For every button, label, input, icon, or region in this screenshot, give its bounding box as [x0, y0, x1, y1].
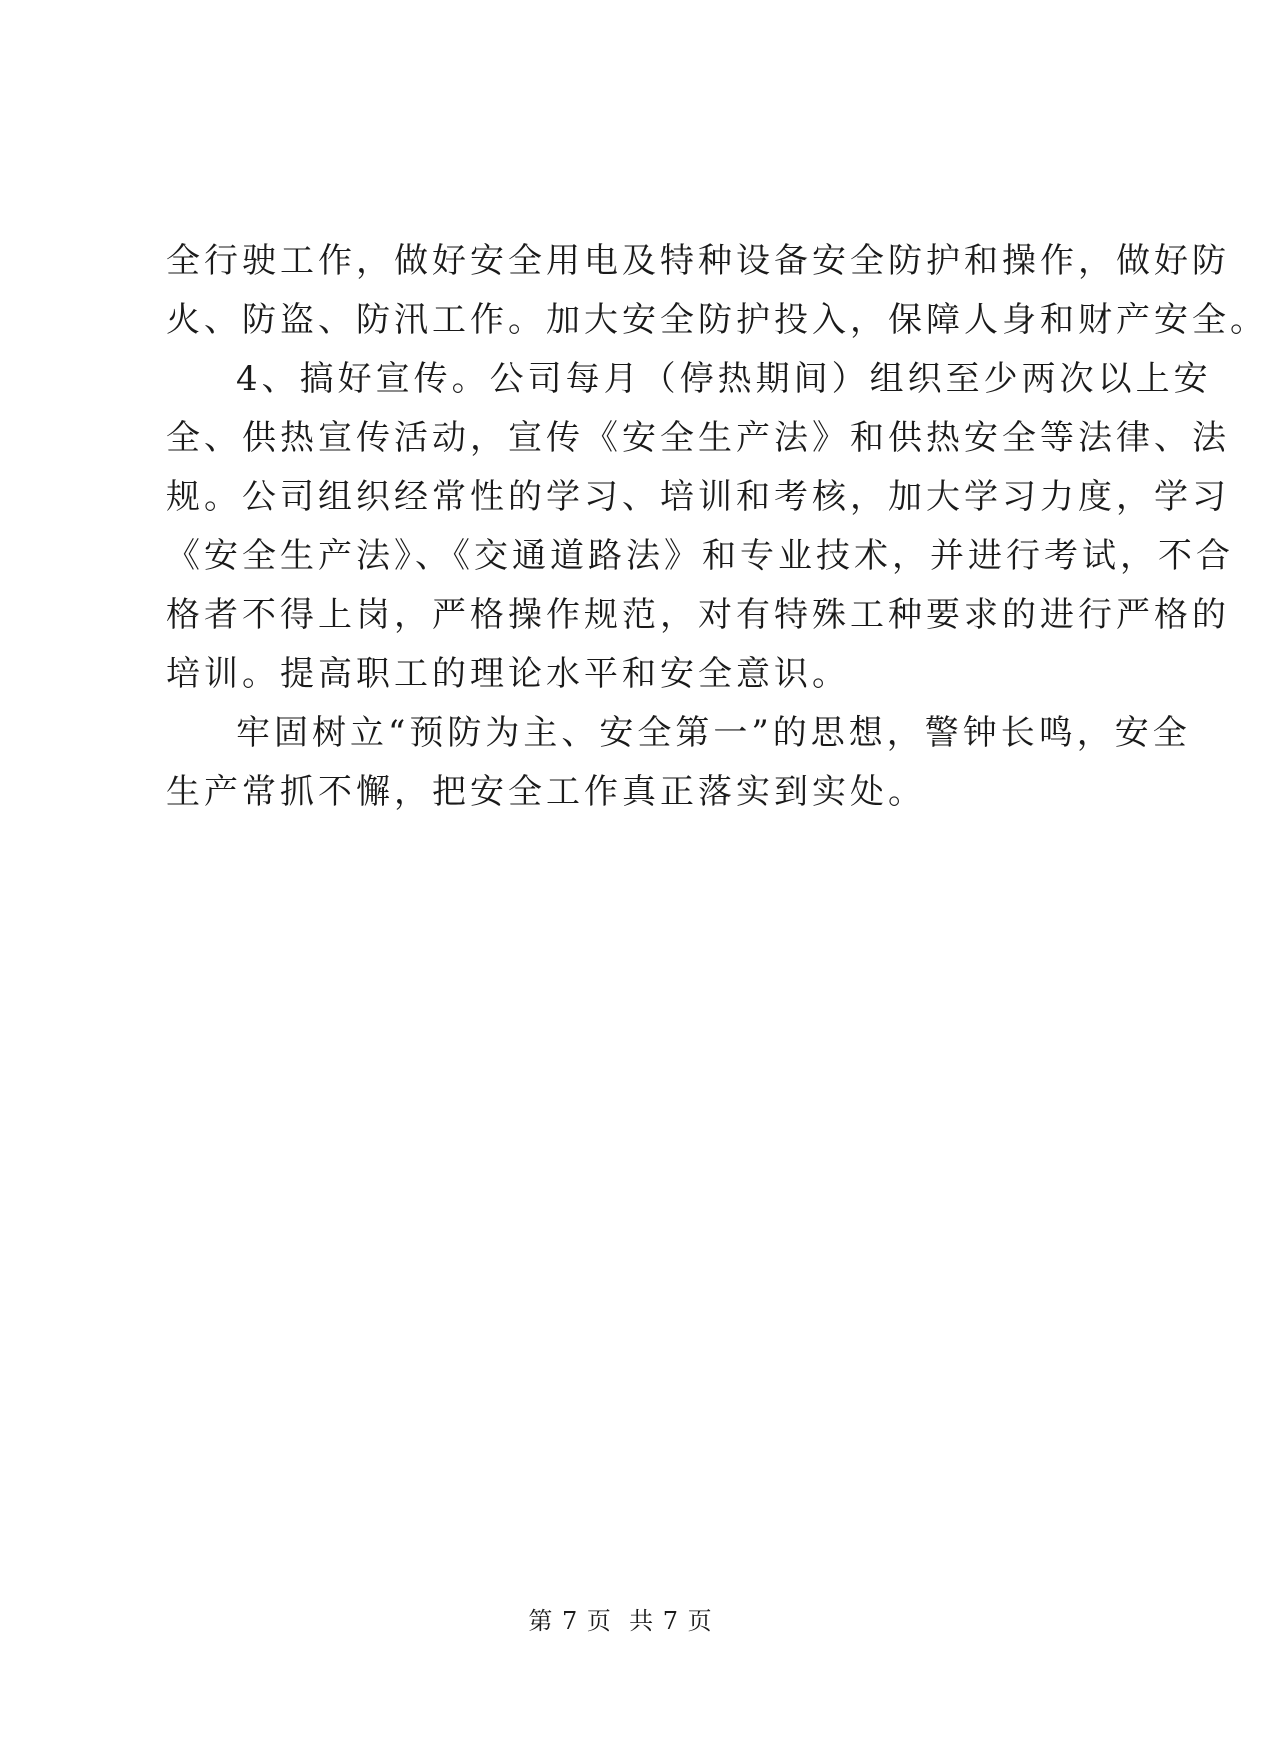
body-line-7: 格者不得上岗，严格操作规范，对有特殊工种要求的进行严格的 [166, 595, 1230, 635]
document-body [166, 232, 1268, 822]
paragraph-4-start-line: 4、搞好宣传。公司每月（停热期间）组织至少两次以上安 [236, 359, 1212, 399]
body-line-5: 规。公司组织经常性的学习、培训和考核，加大学习力度，学习 [166, 477, 1230, 517]
body-line-8: 培训。提高职工的理论水平和安全意识。 [166, 654, 850, 694]
page-number-footer: 第 7 页 共 7 页 [528, 1607, 713, 1635]
body-line-10: 生产常抓不懈，把安全工作真正落实到实处。 [166, 772, 926, 812]
body-line-1: 全行驶工作，做好安全用电及特种设备安全防护和操作，做好防 [166, 241, 1230, 281]
body-line-2: 火、防盗、防汛工作。加大安全防护投入，保障人身和财产安全。 [166, 300, 1268, 340]
closing-paragraph-start-line: 牢固树立“预防为主、安全第一”的思想，警钟长鸣，安全 [236, 713, 1191, 753]
body-line-6: 《安全生产法》、《交通道路法》和专业技术，并进行考试，不合 [166, 536, 1234, 576]
body-line-4: 全、供热宣传活动，宣传《安全生产法》和供热安全等法律、法 [166, 418, 1230, 458]
